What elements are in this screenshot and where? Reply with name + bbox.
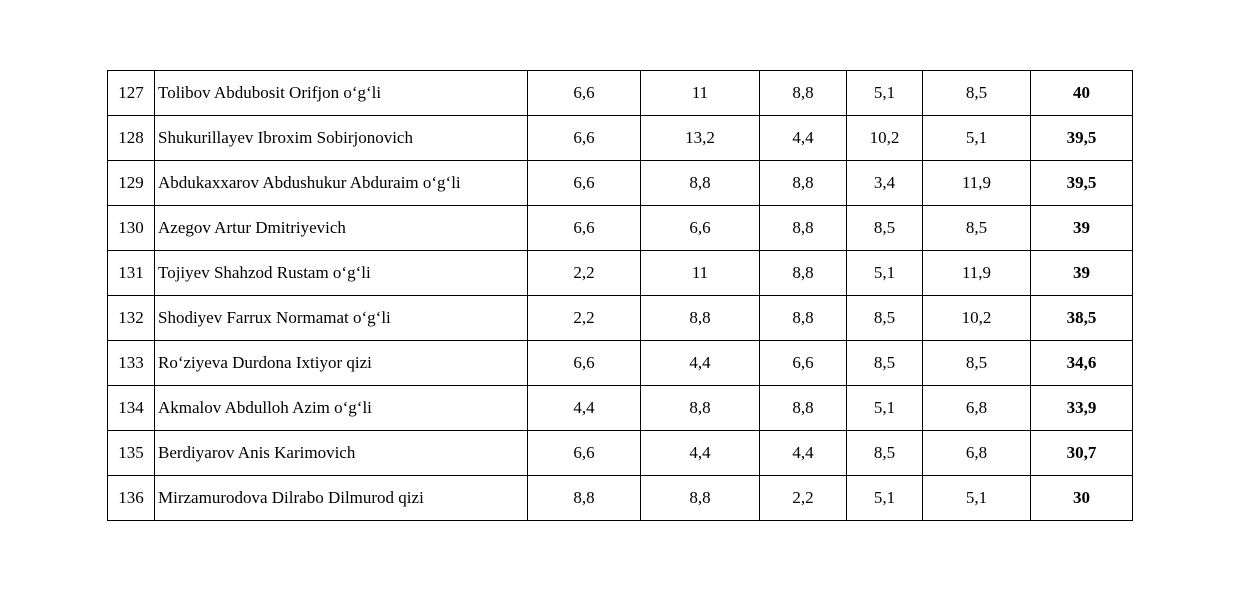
- score-cell: 11: [641, 251, 760, 296]
- score-cell: 8,8: [760, 161, 847, 206]
- total-score: 34,6: [1031, 341, 1133, 386]
- score-cell: 8,8: [641, 296, 760, 341]
- table-row: [108, 476, 1133, 521]
- results-table-body: [108, 71, 1133, 521]
- score-cell: 5,1: [847, 251, 923, 296]
- row-number: 134: [108, 386, 155, 431]
- score-cell: 3,4: [847, 161, 923, 206]
- score-cell: 2,2: [528, 251, 641, 296]
- row-number: 133: [108, 341, 155, 386]
- score-cell: 2,2: [528, 296, 641, 341]
- score-cell: 6,6: [528, 206, 641, 251]
- table-row: [108, 431, 1133, 476]
- total-score: 30: [1031, 476, 1133, 521]
- total-score: 39: [1031, 206, 1133, 251]
- score-cell: 5,1: [847, 71, 923, 116]
- table-row: [108, 386, 1133, 431]
- student-name: Shodiyev Farrux Normamat o‘g‘li: [155, 296, 528, 341]
- total-score: 39,5: [1031, 161, 1133, 206]
- row-number: 136: [108, 476, 155, 521]
- score-cell: 11,9: [923, 161, 1031, 206]
- score-cell: 2,2: [760, 476, 847, 521]
- score-cell: 13,2: [641, 116, 760, 161]
- results-table: [107, 70, 1133, 521]
- score-cell: 8,8: [641, 161, 760, 206]
- score-cell: 5,1: [847, 476, 923, 521]
- student-name: Akmalov Abdulloh Azim o‘g‘li: [155, 386, 528, 431]
- score-cell: 10,2: [923, 296, 1031, 341]
- score-cell: 8,5: [847, 431, 923, 476]
- table-row: [108, 206, 1133, 251]
- score-cell: 8,5: [923, 341, 1031, 386]
- score-cell: 5,1: [923, 476, 1031, 521]
- score-cell: 8,8: [641, 386, 760, 431]
- table-row: [108, 341, 1133, 386]
- score-cell: 8,5: [923, 71, 1031, 116]
- score-cell: 8,8: [528, 476, 641, 521]
- row-number: 129: [108, 161, 155, 206]
- row-number: 135: [108, 431, 155, 476]
- table-row: [108, 296, 1133, 341]
- total-score: 40: [1031, 71, 1133, 116]
- student-name: Ro‘ziyeva Durdona Ixtiyor qizi: [155, 341, 528, 386]
- row-number: 130: [108, 206, 155, 251]
- row-number: 128: [108, 116, 155, 161]
- score-cell: 6,6: [528, 161, 641, 206]
- score-cell: 8,5: [847, 206, 923, 251]
- score-cell: 11: [641, 71, 760, 116]
- score-cell: 6,6: [528, 431, 641, 476]
- score-cell: 6,6: [760, 341, 847, 386]
- table-row: [108, 71, 1133, 116]
- score-cell: 4,4: [760, 116, 847, 161]
- score-cell: 8,5: [847, 296, 923, 341]
- score-cell: 8,8: [760, 71, 847, 116]
- table-row: [108, 116, 1133, 161]
- score-cell: 8,8: [641, 476, 760, 521]
- score-cell: 6,6: [528, 71, 641, 116]
- score-cell: 6,6: [528, 341, 641, 386]
- student-name: Tojiyev Shahzod Rustam o‘g‘li: [155, 251, 528, 296]
- score-cell: 8,8: [760, 251, 847, 296]
- total-score: 39,5: [1031, 116, 1133, 161]
- total-score: 38,5: [1031, 296, 1133, 341]
- row-number: 131: [108, 251, 155, 296]
- score-cell: 4,4: [528, 386, 641, 431]
- score-cell: 8,8: [760, 206, 847, 251]
- row-number: 132: [108, 296, 155, 341]
- score-cell: 5,1: [847, 386, 923, 431]
- score-cell: 4,4: [760, 431, 847, 476]
- score-cell: 6,6: [641, 206, 760, 251]
- student-name: Azegov Artur Dmitriyevich: [155, 206, 528, 251]
- score-cell: 6,8: [923, 386, 1031, 431]
- score-cell: 6,6: [528, 116, 641, 161]
- score-cell: 8,8: [760, 386, 847, 431]
- score-cell: 4,4: [641, 431, 760, 476]
- student-name: Abdukaxxarov Abdushukur Abduraim o‘g‘li: [155, 161, 528, 206]
- score-cell: 11,9: [923, 251, 1031, 296]
- score-cell: 8,8: [760, 296, 847, 341]
- total-score: 30,7: [1031, 431, 1133, 476]
- row-number: 127: [108, 71, 155, 116]
- table-row: [108, 251, 1133, 296]
- student-name: Berdiyarov Anis Karimovich: [155, 431, 528, 476]
- score-cell: 10,2: [847, 116, 923, 161]
- student-name: Tolibov Abdubosit Orifjon o‘g‘li: [155, 71, 528, 116]
- student-name: Shukurillayev Ibroxim Sobirjonovich: [155, 116, 528, 161]
- total-score: 39: [1031, 251, 1133, 296]
- score-cell: 4,4: [641, 341, 760, 386]
- score-cell: 5,1: [923, 116, 1031, 161]
- score-cell: 8,5: [847, 341, 923, 386]
- student-name: Mirzamurodova Dilrabo Dilmurod qizi: [155, 476, 528, 521]
- table-row: [108, 161, 1133, 206]
- score-cell: 8,5: [923, 206, 1031, 251]
- total-score: 33,9: [1031, 386, 1133, 431]
- score-cell: 6,8: [923, 431, 1031, 476]
